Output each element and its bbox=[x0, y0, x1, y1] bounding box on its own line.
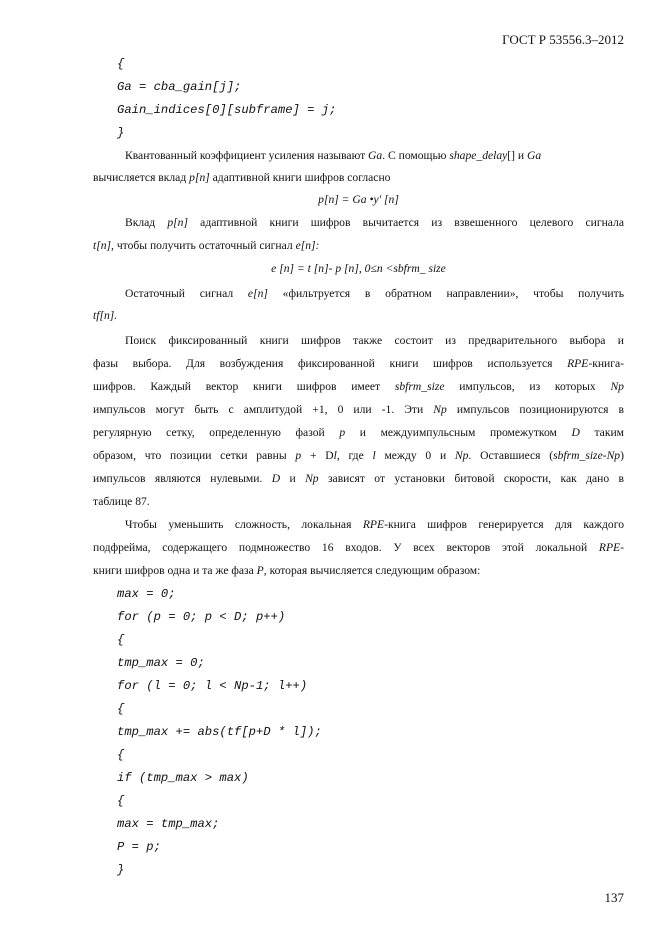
text: «фильтруется в обратном направлении», чтобы получить bbox=[267, 287, 624, 300]
paragraph-line bbox=[125, 212, 624, 235]
text: RPE bbox=[362, 518, 385, 531]
text: Остаточный сигнал bbox=[125, 287, 248, 300]
code-line: { bbox=[117, 633, 125, 647]
text: шифров. Каждый вектор книги шифров имеет bbox=[93, 380, 395, 393]
text: -книга шифров генерируется для каждого bbox=[384, 518, 624, 531]
text: p[n] bbox=[189, 171, 210, 184]
text: p bbox=[339, 426, 346, 439]
text: D bbox=[571, 426, 580, 439]
paragraph-line bbox=[93, 399, 624, 422]
text: между 0 и bbox=[375, 449, 455, 462]
text: подфрейма, содержащего подмножество 16 входов. У всех векторов этой локальной bbox=[93, 541, 599, 554]
text: [] и bbox=[507, 149, 528, 162]
text: p[n] bbox=[167, 216, 188, 229]
code-line: Gain_indices[0][subframe] = j; bbox=[117, 103, 337, 117]
code-line: for (p = 0; p < D; p++) bbox=[117, 610, 286, 624]
paragraph-line: tf[n]. bbox=[93, 309, 118, 322]
text: shape_delay bbox=[449, 149, 508, 162]
code-line: max = 0; bbox=[117, 587, 176, 601]
text: и bbox=[280, 472, 306, 485]
paragraph-line bbox=[93, 353, 624, 376]
paragraph-line bbox=[93, 537, 624, 560]
code-line: Ga = cba_gain[j]; bbox=[117, 80, 242, 94]
code-line: } bbox=[117, 126, 125, 140]
text: регулярную сетку, определенную фазой bbox=[93, 426, 340, 439]
paragraph-line bbox=[93, 422, 624, 445]
text: импульсов являются нулевыми. bbox=[93, 472, 272, 485]
text: RPE bbox=[598, 541, 621, 554]
text: p bbox=[295, 449, 302, 462]
code-line: tmp_max = 0; bbox=[117, 656, 205, 670]
code-line: { bbox=[117, 702, 125, 716]
text: образом, что позиции сетки равны bbox=[93, 449, 296, 462]
text: зависят от установки битовой скорости, как дано в bbox=[318, 472, 624, 485]
text: , где bbox=[336, 449, 373, 462]
text: , которая вычисляется следующим образом: bbox=[263, 564, 481, 577]
code-line: } bbox=[117, 863, 125, 877]
text: Чтобы уменьшить сложность, локальная bbox=[125, 518, 363, 531]
text: RPE bbox=[567, 357, 589, 370]
paragraph-line bbox=[125, 514, 624, 537]
standard-header: ГОСТ Р 53556.3–2012 bbox=[502, 32, 624, 47]
text: Вклад bbox=[125, 216, 168, 229]
code-line: { bbox=[117, 794, 125, 808]
text: - bbox=[620, 541, 624, 554]
text: -книга- bbox=[588, 357, 624, 370]
text: Np bbox=[433, 403, 447, 416]
paragraph-line bbox=[93, 235, 319, 258]
text: фазы выбора. Для возбуждения фиксированной книги шифров используется bbox=[93, 357, 568, 370]
text: + D bbox=[301, 449, 334, 462]
text: Np bbox=[305, 472, 319, 485]
text: импульсов позиционируются в bbox=[446, 403, 624, 416]
paragraph-line bbox=[93, 560, 480, 583]
text: адаптивной книги шифров согласно bbox=[209, 171, 391, 184]
text: Квантованный коэффициент усиления называют bbox=[125, 149, 369, 162]
text: Ga bbox=[368, 149, 383, 162]
code-line: P = p; bbox=[117, 840, 161, 854]
text: , чтобы получить остаточный сигнал bbox=[111, 239, 296, 252]
text: sbfrm_size bbox=[394, 380, 445, 393]
text: Np bbox=[454, 449, 469, 462]
text: Ga bbox=[527, 149, 542, 162]
text: импульсов, из которых bbox=[444, 380, 611, 393]
text: e[n] bbox=[247, 287, 268, 300]
text: . Оставшиеся ( bbox=[468, 449, 554, 462]
text: адаптивной книги шифров вычитается из взвешенного целевого сигнала bbox=[188, 216, 624, 229]
text: l bbox=[372, 449, 376, 462]
formula: p[n] = Ga •y' [n] bbox=[318, 193, 399, 206]
text: вычисляется вклад bbox=[93, 171, 190, 184]
text: книги шифров одна и та же фаза bbox=[93, 564, 257, 577]
code-line: max = tmp_max; bbox=[117, 817, 220, 831]
text: импульсов могут быть с амплитудой +1, 0 или -1. Эти bbox=[93, 403, 434, 416]
text: Np bbox=[610, 380, 624, 393]
paragraph-line bbox=[93, 167, 390, 190]
code-line: if (tmp_max > max) bbox=[117, 771, 249, 785]
text: P bbox=[256, 564, 264, 577]
text: D bbox=[271, 472, 281, 485]
page-number: 137 bbox=[604, 890, 624, 905]
formula: e [n] = t [n]- p [n], 0≤n <sbfrm_ size bbox=[271, 262, 446, 275]
code-line: tmp_max += abs(tf[p+D * l]); bbox=[117, 725, 322, 739]
text: и междуимпульсным промежутком bbox=[345, 426, 572, 439]
text: e[n]: bbox=[295, 239, 320, 252]
paragraph-line bbox=[125, 145, 541, 168]
text: . С помощью bbox=[382, 149, 450, 162]
paragraph-line: таблице 87. bbox=[93, 495, 150, 508]
text: sbfrm_size-Np bbox=[553, 449, 621, 462]
code-line: for (l = 0; l < Np-1; l++) bbox=[117, 679, 308, 693]
paragraph-line bbox=[93, 445, 624, 468]
text: t[n] bbox=[93, 239, 112, 252]
text: l bbox=[333, 449, 337, 462]
code-line: { bbox=[117, 748, 125, 762]
paragraph-line bbox=[93, 468, 624, 491]
text: таким bbox=[579, 426, 624, 439]
code-line: { bbox=[117, 57, 125, 71]
text: ) bbox=[620, 449, 624, 462]
paragraph-line bbox=[125, 283, 624, 306]
paragraph-line bbox=[93, 376, 624, 399]
paragraph-line: Поиск фиксированный книги шифров также состоит из предварительного выбора и bbox=[125, 334, 624, 347]
